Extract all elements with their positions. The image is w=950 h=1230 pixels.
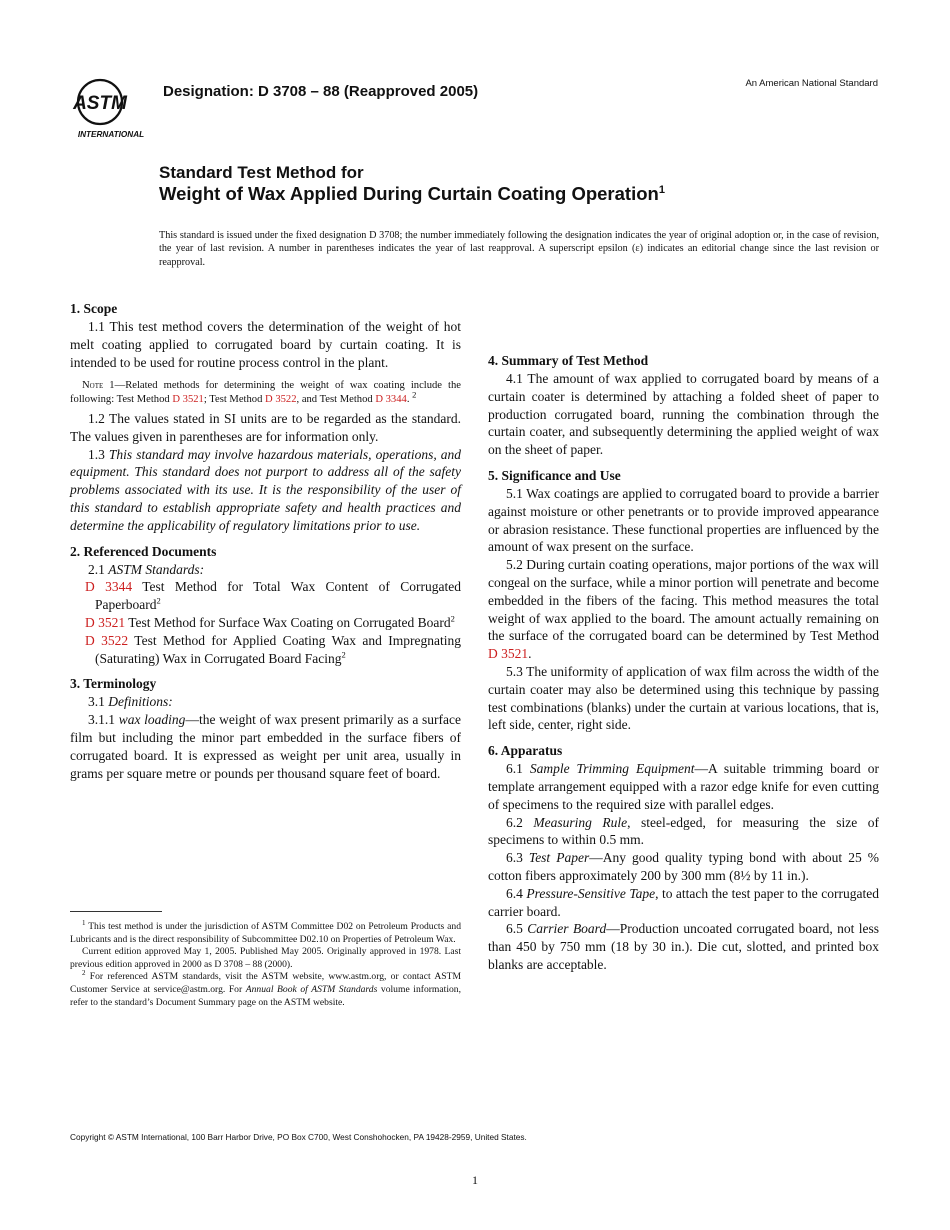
section-heading-scope: 1. Scope bbox=[70, 301, 118, 316]
para-5-1: 5.1 Wax coatings are applied to corrugated board to provide a barrier against moisture or other penetrants or to provide improved appearance or abrasion resistance. These functional properties are influenced by the amount of wax present on the surface. bbox=[488, 485, 879, 555]
note-1: Note 1—Related methods for determining the weight of wax coating include the following: Test Method D 3521; Test Method D 3522, and Test Method D 3344. $^2$ bbox=[70, 380, 461, 405]
designation: Designation: D 3708 – 88 (Reapproved 2005) bbox=[163, 83, 479, 100]
footnote-divider bbox=[70, 911, 162, 912]
para-5-2: 5.2 During curtain coating operations, major portions of the wax will congeal on the surface, while a minor portion will penetrate and become embedded in the fibers of the facing. This method measures the total weight of wax applied to the board. The amount actually remaining on the surface of the corrugated board can be determined by Test Method D 3521. bbox=[488, 557, 879, 662]
para-5-3: 5.3 The uniformity of application of wax film across the width of the curtain coater may also be determined using this technique by passing test combinations (blanks) under the curtain at various locations, that is, left side, center, right side. bbox=[488, 663, 879, 733]
ref-item-d3344: D 3344 Test Method for Total Wax Content of Corrugated Paperboard$^2$ bbox=[85, 579, 462, 613]
logo-subtext: INTERNATIONAL bbox=[77, 130, 145, 139]
link-d3521[interactable]: D 3521 bbox=[172, 393, 204, 405]
section-heading-referenced-documents: 2. Referenced Documents bbox=[70, 543, 217, 559]
astm-logo bbox=[70, 76, 152, 140]
national-standard-label: An American National Standard bbox=[745, 78, 878, 89]
title-main: Weight of Wax Applied During Curtain Coating Operation bbox=[159, 183, 659, 204]
safety-statement: This standard may involve hazardous materials, operations, and equipment. This standard does not purport to address all of the safety problems associated with its use. It is the responsibility of the user of this standard to establish appropriate safety and health practices and determine the applicability of regulatory limitations prior to use. bbox=[70, 446, 461, 533]
note-label: Note bbox=[82, 380, 104, 392]
link-d3344-ref[interactable]: D 3344 bbox=[85, 579, 133, 595]
ref-item-d3521: D 3521 Test Method for Surface Wax Coating on Corrugated Board$^2$ bbox=[85, 613, 455, 630]
title-footnote-mark: 1 bbox=[658, 183, 665, 196]
footnotes bbox=[70, 918, 461, 1009]
link-d3522-ref[interactable]: D 3522 bbox=[85, 632, 129, 648]
section-heading-significance: 5. Significance and Use bbox=[488, 467, 621, 483]
para-6-3: 6.3 Test Paper—Any good quality typing bond with about 25 % cotton fibers approximately 200 by 300 mm (8½ by 11 in.). bbox=[488, 850, 880, 883]
link-d3522[interactable]: D 3522 bbox=[265, 393, 297, 405]
para-6-2: 6.2 Measuring Rule, steel-edged, for measuring the size of specimens to within 0.5 mm. bbox=[488, 814, 879, 848]
document-title bbox=[159, 163, 859, 205]
intro-paragraph: This standard is issued under the fixed designation D 3708; the number immediately following the designation indicates the year of original adoption or, in the case of revision, the year of last revision. A number in parentheses indicates the year of last reapproval. A superscript epsilon (ε) indicates an editorial change since the last revision or reapproval. bbox=[159, 230, 879, 268]
para-3-1: 3.1 Definitions: bbox=[88, 694, 173, 710]
para-2-1: 2.1 ASTM Standards: bbox=[88, 561, 205, 577]
para-6-4: 6.4 Pressure-Sensitive Tape, to attach the test paper to the corrugated carrier board. bbox=[488, 885, 879, 919]
para-6-5: 6.5 Carrier Board—Production uncoated corrugated board, not less than 450 by 750 mm (18 by 30 in.). Die cut, slotted, and printed box blanks are acceptable. bbox=[488, 921, 880, 972]
para-4-1: 4.1 The amount of wax applied to corrugated board by means of a curtain coater is determined by attaching a folded sheet of paper to production corrugated board, running the combination through the curtain coater, and subsequently determining the applied weight of wax on the sheet of paper. bbox=[488, 371, 879, 458]
title-line-1: Standard Test Method for bbox=[159, 163, 364, 182]
footnote-1-edition: Current edition approved May 1, 2005. Published May 2005. Originally approved in 1978. Last previous edition approved in 2000 as D 3708 – 88 (2000). bbox=[70, 946, 461, 970]
para-6-1: 6.1 Sample Trimming Equipment—A suitable trimming board or template arrangement equipped with a razor edge knife for even cutting of specimens to the required size with parallel edges. bbox=[488, 761, 880, 812]
term-wax-loading: wax loading bbox=[118, 712, 186, 728]
ref-item-d3522: D 3522 Test Method for Applied Coating Wax and Impregnating (Saturating) Wax in Corrugated Board Facing$^2$ bbox=[85, 632, 462, 666]
para-1-1: 1.1 This test method covers the determination of the weight of hot melt coating applied to corrugated board by curtain coating. It is intended to be used for routine process control in the plant. bbox=[70, 319, 461, 370]
footnote-1: $^1$ This test method is under the jurisdiction of ASTM Committee D02 on Petroleum Products and Lubricants and is the direct responsibility of Subcommittee D02.10 on Properties of Petroleum Wax. bbox=[70, 918, 461, 945]
link-d3521-significance[interactable]: D 3521 bbox=[488, 646, 529, 662]
copyright: Copyright © ASTM International, 100 Barr Harbor Drive, PO Box C700, West Conshohocken, PA 19428-2959, United States. bbox=[70, 1132, 527, 1142]
title-line-2 bbox=[159, 183, 859, 205]
para-3-1-1: 3.1.1 wax loading—the weight of wax present primarily as a surface film but including the minor part embedded in the surface fibers of corrugated board. It is expressed as weight per unit area, usually in grams per square metre or pounds per thousand square feet of board. bbox=[70, 712, 462, 781]
footnote-2: $^2$ For referenced ASTM standards, visit the ASTM website, www.astm.org, or contact ASTM Customer Service at service@astm.org. For Annual Book of ASTM Standards volume information, refer to the standard’s Document Summary page on the ASTM website. bbox=[70, 969, 461, 1008]
page-number: 1 bbox=[472, 1173, 478, 1187]
logo-text: ASTM bbox=[73, 93, 127, 114]
para-1-3: 1.3 This standard may involve hazardous materials, operations, and equipment. This standard does not purport to address all of the safety problems associated with its use. It is the responsibility of the user of this standard to establish appropriate safety and health practices and determine the applicability of regulatory limitations prior to use. bbox=[70, 446, 461, 533]
section-heading-summary: 4. Summary of Test Method bbox=[488, 353, 649, 368]
link-d3521-ref[interactable]: D 3521 bbox=[85, 614, 126, 630]
right-column bbox=[488, 300, 879, 974]
section-heading-terminology: 3. Terminology bbox=[70, 676, 157, 692]
section-heading-apparatus: 6. Apparatus bbox=[488, 743, 563, 759]
left-column bbox=[70, 300, 461, 782]
link-d3344[interactable]: D 3344 bbox=[375, 393, 407, 405]
para-1-2: 1.2 The values stated in SI units are to be regarded as the standard. The values given in parentheses are for information only. bbox=[70, 410, 461, 444]
